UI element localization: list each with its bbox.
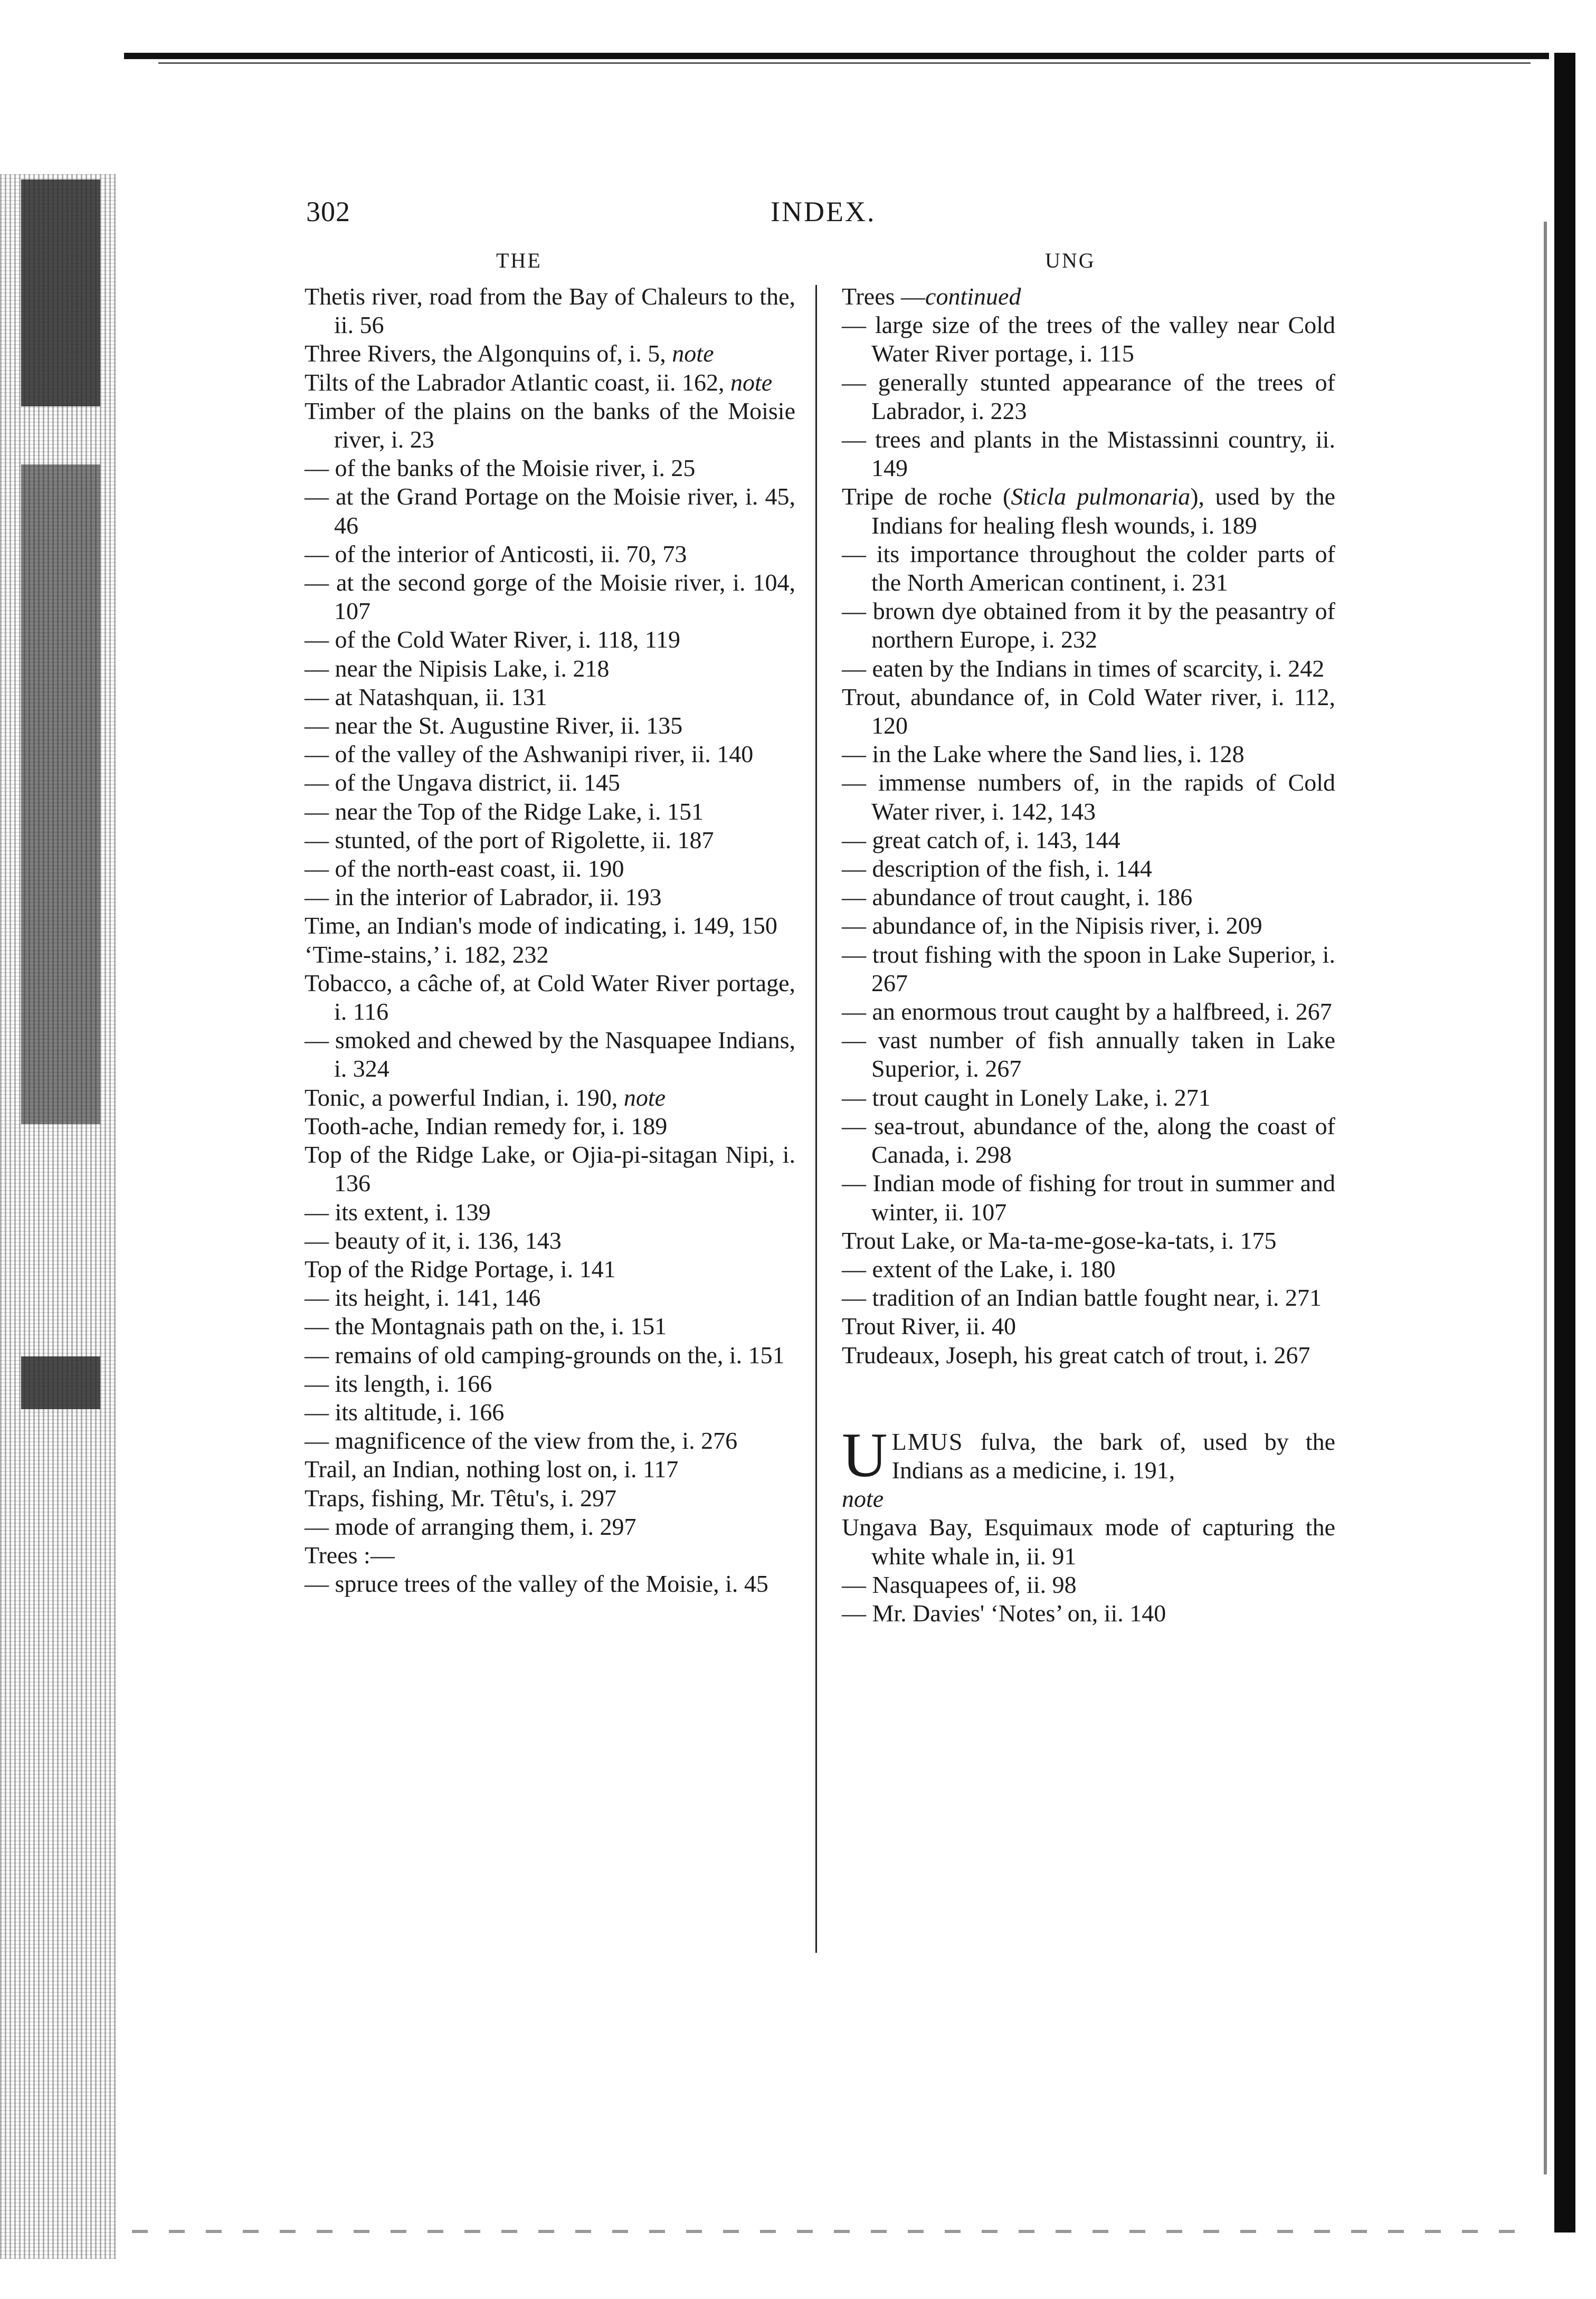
index-entry (305, 1370, 795, 1398)
entry-text: — trout caught in Lonely Lake, i. 271 (842, 1084, 1211, 1111)
index-column-left (305, 282, 795, 1598)
index-entry (842, 1084, 1335, 1112)
entry-text: — abundance of, in the Nipisis river, i. 209 (842, 912, 1262, 939)
entry-text: Ungava Bay, Esquimaux mode of capturing the white whale in, ii. 91 (842, 1514, 1335, 1570)
index-entry (305, 683, 795, 711)
index-entry (842, 1599, 1335, 1628)
entry-text: — spruce trees of the valley of the Moisie, i. 45 (305, 1570, 768, 1598)
entry-text: — stunted, of the port of Rigolette, ii. 187 (305, 826, 714, 853)
entry-text: — near the St. Augustine River, ii. 135 (305, 712, 683, 739)
entry-text: — near the Nipisis Lake, i. 218 (305, 654, 610, 682)
entry-text: — Nasquapees of, ii. 98 (842, 1571, 1077, 1598)
entry-text: Tobacco, a câche of, at Cold Water River portage, i. 116 (305, 969, 795, 1025)
entry-text: — its length, i. 166 (305, 1370, 492, 1397)
left-scan-blob (21, 179, 100, 406)
left-scan-blob (21, 1356, 100, 1409)
entry-text: Trees :— (305, 1541, 395, 1569)
entry-text: — immense numbers of, in the rapids of Cold Water river, i. 142, 143 (842, 769, 1335, 825)
ulmus-text: fulva, the bark of, used by the Indians as a medicine, i. 191, (891, 1428, 1335, 1484)
entry-text: Trudeaux, Joseph, his great catch of trout, i. 267 (842, 1341, 1310, 1369)
entry-note: note (623, 1084, 666, 1111)
index-entry (842, 854, 1335, 883)
page-number: 302 (306, 196, 350, 227)
entry-text: — at the second gorge of the Moisie river, i. 104, 107 (305, 569, 795, 625)
entry-text: Tooth-ache, Indian remedy for, i. 189 (305, 1112, 668, 1139)
index-entry (842, 1255, 1335, 1284)
index-entry (305, 1427, 795, 1455)
index-entry (305, 482, 795, 539)
index-entry (842, 826, 1335, 854)
index-entry (305, 1312, 795, 1341)
bottom-scan-noise (132, 2230, 1531, 2233)
catchword-left: THE (496, 249, 542, 272)
entry-text: — of the interior of Anticosti, ii. 70, 73 (305, 540, 687, 567)
index-entry (305, 1455, 795, 1484)
index-entry (305, 1570, 795, 1598)
index-entry (305, 854, 795, 883)
top-scan-shadow (158, 62, 1531, 64)
entry-text: — smoked and chewed by the Nasquapee Indians, i. 324 (305, 1027, 795, 1082)
index-entry (842, 425, 1335, 482)
entry-text: — remains of old camping-grounds on the, i. 151 (305, 1341, 785, 1369)
entry-text: — large size of the trees of the valley near Cold Water River portage, i. 115 (842, 311, 1335, 367)
entry-text: — sea-trout, abundance of the, along the coast of Canada, i. 298 (842, 1112, 1335, 1168)
entry-text: — beauty of it, i. 136, 143 (305, 1227, 562, 1254)
index-entry (842, 1227, 1335, 1255)
index-entry (305, 711, 795, 740)
entry-text: Trout, abundance of, in Cold Water river, i. 112, 120 (842, 683, 1335, 739)
entry-text: — at the Grand Portage on the Moisie river, i. 45, 46 (305, 483, 795, 539)
right-scan-edge (1554, 53, 1575, 2232)
index-entry-ulmus (842, 1419, 1335, 1514)
index-entry (305, 1026, 795, 1083)
entry-text: Three Rivers, the Algonquins of, i. 5, (305, 340, 666, 367)
left-scan-blob (21, 464, 100, 1124)
index-entry (842, 740, 1335, 768)
page-header (306, 195, 1362, 232)
index-entry (305, 1541, 795, 1570)
entry-text: Traps, fishing, Mr. Têtu's, i. 297 (305, 1484, 617, 1512)
entry-text: Trout River, ii. 40 (842, 1313, 1016, 1340)
index-entry (842, 482, 1335, 539)
drop-cap: U (842, 1419, 888, 1490)
entry-text: — the Montagnais path on the, i. 151 (305, 1313, 667, 1340)
index-entry (305, 940, 795, 969)
entry-text: Time, an Indian's mode of indicating, i. 149, 150 (305, 912, 777, 939)
index-entry (305, 1084, 795, 1112)
entry-text: Trail, an Indian, nothing lost on, i. 117 (305, 1456, 679, 1483)
entry-text: — its altitude, i. 166 (305, 1398, 505, 1426)
index-entry (305, 768, 795, 797)
index-column-right (842, 282, 1335, 1628)
continued-label: continued (925, 283, 1021, 310)
entry-italic: Sticla pulmonaria (1011, 483, 1191, 510)
index-entry (842, 311, 1335, 368)
index-entry (305, 1398, 795, 1427)
index-entry (842, 998, 1335, 1026)
index-entry (842, 597, 1335, 654)
entry-text: Thetis river, road from the Bay of Chaleurs to the, ii. 56 (305, 283, 795, 339)
index-entry (305, 568, 795, 625)
entry-text: — its importance throughout the colder parts of the North American continent, i. 231 (842, 540, 1335, 596)
right-scan-line (1544, 222, 1547, 2174)
entry-text: — tradition of an Indian battle fought near, i. 271 (842, 1284, 1322, 1312)
right-entries (842, 311, 1335, 1370)
entry-text: — eaten by the Indians in times of scarcity, i. 242 (842, 654, 1325, 682)
running-title: INDEX. (771, 196, 876, 227)
entry-text: — description of the fish, i. 144 (842, 855, 1152, 882)
index-entry (842, 1169, 1335, 1226)
index-entry (305, 1341, 795, 1370)
entry-text: — in the interior of Labrador, ii. 193 (305, 884, 662, 911)
index-entry (842, 911, 1335, 940)
entry-note: note (730, 368, 773, 396)
entry-text: — near the Top of the Ridge Lake, i. 151 (305, 797, 704, 825)
entry-text: — magnificence of the view from the, i. 276 (305, 1427, 738, 1455)
index-entry (842, 768, 1335, 825)
index-entry (305, 339, 795, 368)
entry-text: — brown dye obtained from it by the peasantry of northern Europe, i. 232 (842, 597, 1335, 653)
index-entry (842, 368, 1335, 425)
entry-text: ‘Time-stains,’ i. 182, 232 (305, 940, 549, 968)
index-entry (305, 740, 795, 768)
index-entry (842, 540, 1335, 597)
entry-text: — of the banks of the Moisie river, i. 25 (305, 454, 696, 482)
index-entry (305, 368, 795, 397)
index-entry (842, 940, 1335, 998)
continued-heading: Trees —continued (842, 283, 1021, 310)
entry-text: — great catch of, i. 143, 144 (842, 826, 1120, 853)
entry-text: — of the north-east coast, ii. 190 (305, 855, 624, 882)
entry-text: — generally stunted appearance of the trees of Labrador, i. 223 (842, 368, 1335, 424)
index-entry (305, 1227, 795, 1255)
right-entries-after (842, 1513, 1335, 1628)
index-entry (305, 1255, 795, 1284)
entry-text: Timber of the plains on the banks of the Moisie river, i. 23 (305, 397, 795, 453)
index-entry (305, 826, 795, 854)
entry-text: — at Natashquan, ii. 131 (305, 683, 547, 710)
catchword-right: UNG (1045, 249, 1096, 272)
index-entry (842, 1112, 1335, 1169)
index-entry (305, 1513, 795, 1541)
entry-text: — mode of arranging them, i. 297 (305, 1513, 636, 1540)
index-entry (305, 625, 795, 654)
index-entry (305, 1141, 795, 1198)
entry-text: — its extent, i. 139 (305, 1198, 491, 1226)
entry-text: Tilts of the Labrador Atlantic coast, ii. 162, (305, 368, 725, 396)
entry-text: Top of the Ridge Portage, i. 141 (305, 1255, 616, 1282)
entry-text: — Mr. Davies' ‘Notes’ on, ii. 140 (842, 1599, 1166, 1627)
index-entry (305, 1484, 795, 1513)
index-entry (842, 1026, 1335, 1083)
entry-text: — Indian mode of fishing for trout in summer and winter, ii. 107 (842, 1170, 1335, 1226)
entry-text: — of the Ungava district, ii. 145 (305, 769, 620, 796)
index-entry (842, 1571, 1335, 1599)
index-entry (305, 969, 795, 1026)
index-entry (305, 1198, 795, 1227)
index-entry (305, 883, 795, 911)
entry-text: ), used by the Indians for healing flesh wounds, i. 189 (871, 483, 1335, 539)
entry-text: — abundance of trout caught, i. 186 (842, 884, 1193, 911)
index-entry (842, 1513, 1335, 1570)
index-entry (842, 654, 1335, 683)
entry-text: — trout fishing with the spoon in Lake Superior, i. 267 (842, 940, 1335, 996)
entry-text: — of the Cold Water River, i. 118, 119 (305, 626, 681, 653)
entry-text: Tonic, a powerful Indian, i. 190, (305, 1084, 618, 1111)
index-entry (842, 1284, 1335, 1312)
entry-text: Trout Lake, or Ma-ta-me-gose-ka-tats, i. 175 (842, 1227, 1277, 1254)
column-divider (815, 285, 817, 1953)
index-entry (305, 911, 795, 940)
entry-text: — its height, i. 141, 146 (305, 1284, 541, 1312)
index-entry (305, 797, 795, 826)
entry-text: — trees and plants in the Mistassinni country, ii. 149 (842, 426, 1335, 482)
entry-text: — of the valley of the Ashwanipi river, ii. 140 (305, 740, 754, 768)
entry-note: note (672, 340, 714, 367)
index-entry (305, 1284, 795, 1312)
ulmus-caps: LMUS (891, 1428, 964, 1455)
entry-text: — in the Lake where the Sand lies, i. 128 (842, 740, 1244, 768)
entry-text: Top of the Ridge Lake, or Ojia-pi-sitagan Nipi, i. 136 (305, 1141, 795, 1197)
index-entry (305, 397, 795, 454)
index-entry (842, 1312, 1335, 1341)
section-gap (842, 1370, 1335, 1428)
ulmus-note: note (842, 1485, 884, 1513)
index-entry (305, 540, 795, 568)
index-entry (305, 282, 795, 339)
entry-text: — an enormous trout caught by a halfbreed, i. 267 (842, 998, 1332, 1025)
index-entry (842, 883, 1335, 911)
top-scan-rule (124, 53, 1549, 59)
index-entry (305, 654, 795, 683)
index-entry (305, 454, 795, 482)
index-entry (305, 1112, 795, 1141)
entry-text: — extent of the Lake, i. 180 (842, 1255, 1116, 1282)
entry-text: Tripe de roche ( (842, 483, 1011, 510)
index-entry (842, 1341, 1335, 1370)
index-entry (842, 683, 1335, 740)
entry-text: — vast number of fish annually taken in Lake Superior, i. 267 (842, 1027, 1335, 1082)
